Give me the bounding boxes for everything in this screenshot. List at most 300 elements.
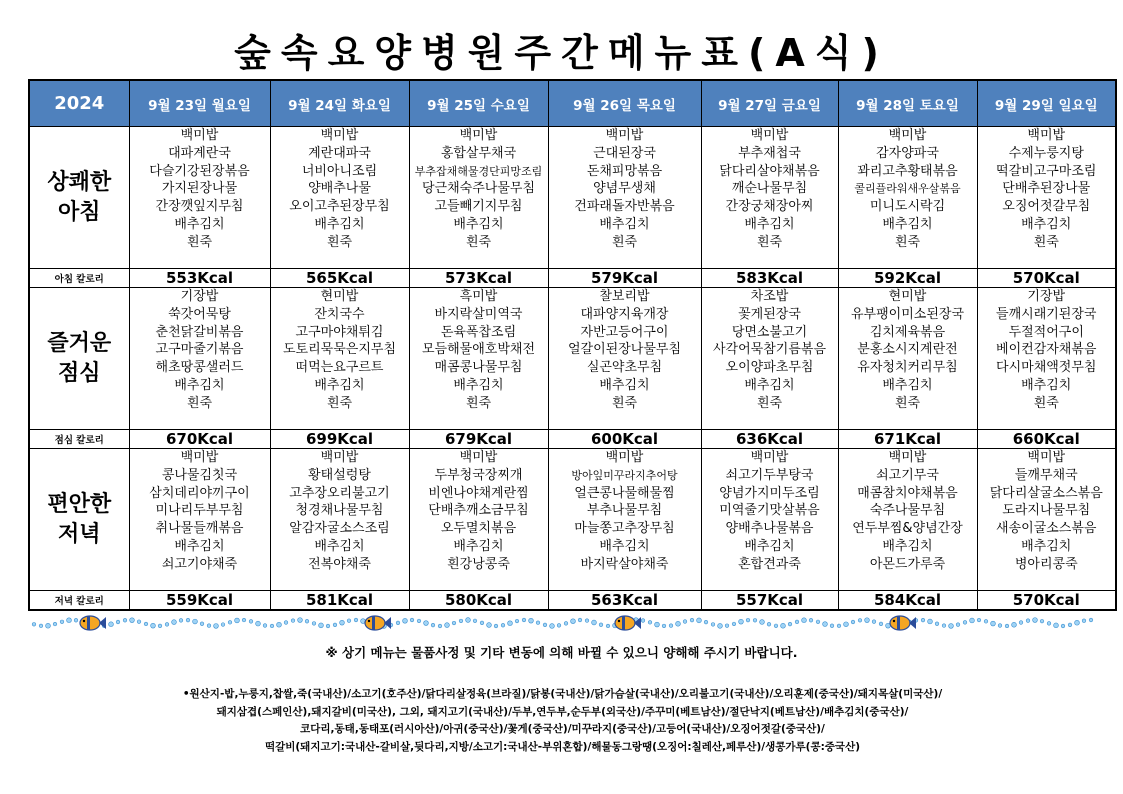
menu-item: 흰죽 — [465, 395, 492, 411]
dinner-row — [29, 449, 1116, 591]
notice-text: ※ 상기 메뉴는 물품사정 및 기타 변동에 의해 바뀔 수 있으니 양해해 주시기 바랍니다. — [325, 645, 798, 660]
bubble-icon — [823, 622, 828, 627]
bubble-icon — [319, 623, 324, 628]
bubble-icon — [284, 621, 288, 625]
menu-item: 취나물들깨볶음 — [155, 521, 244, 537]
menu-item: 백미밥 — [1027, 450, 1066, 465]
menu-item: 배추김치 — [174, 538, 225, 554]
kcal-value: 699Kcal — [270, 430, 409, 449]
menu-item: 쑥갓어묵탕 — [168, 306, 231, 322]
menu-item: 배추김치 — [744, 538, 795, 554]
breakfast-label — [29, 127, 129, 269]
bubble-icon — [655, 622, 660, 627]
bubble-icon — [851, 620, 855, 624]
menu-item: 전복야채죽 — [308, 556, 371, 572]
bubble-icon — [473, 619, 477, 623]
menu-item: 백미밥 — [1027, 128, 1066, 143]
bubble-icon — [179, 619, 183, 623]
bubble-icon — [424, 621, 429, 626]
kcal-value: 583Kcal — [701, 269, 838, 288]
breakfast-menu-cell — [701, 127, 838, 269]
menu-item: 부추재첩국 — [738, 145, 801, 161]
breakfast-menu-cell — [409, 127, 548, 269]
menu-item: 유부팽이미소된장국 — [850, 306, 965, 322]
bubble-icon — [557, 624, 561, 628]
menu-item: 마늘쫑고추장무침 — [574, 521, 675, 537]
fish-icon — [365, 616, 391, 630]
menu-item: 배추김치 — [1021, 377, 1072, 393]
bubble-icon — [410, 618, 414, 622]
bubble-icon — [403, 618, 408, 623]
menu-item: 흰강낭콩죽 — [447, 556, 510, 572]
menu-item: 부추잡채해물경단피망조림 — [414, 164, 543, 178]
bubble-icon — [1068, 623, 1072, 627]
bubble-icon — [725, 624, 729, 628]
bubble-icon — [305, 619, 309, 623]
menu-item: 백미밥 — [888, 128, 927, 143]
bubble-icon — [60, 620, 64, 624]
bubble-icon — [991, 621, 996, 626]
bubble-icon — [438, 624, 442, 628]
bubble-icon — [452, 621, 456, 625]
bubble-icon — [732, 622, 736, 626]
kcal-value: 660Kcal — [977, 430, 1116, 449]
menu-item: 병아리콩죽 — [1014, 556, 1078, 572]
dinner-menu-cell — [129, 449, 270, 591]
menu-item: 현미밥 — [320, 289, 359, 304]
dinner-menu-cell — [838, 449, 977, 591]
bubble-icon — [543, 623, 547, 627]
kcal-value: 557Kcal — [701, 591, 838, 611]
bubble-icon — [739, 619, 744, 624]
bubble-icon — [578, 618, 582, 622]
fish-icon — [890, 616, 916, 630]
menu-item: 양념가지미두조림 — [719, 485, 820, 501]
kcal-value: 600Kcal — [548, 430, 701, 449]
kcal-value: 670Kcal — [129, 430, 270, 449]
bubble-icon — [1026, 619, 1030, 623]
dinner-menu-cell — [977, 449, 1116, 591]
breakfast-row — [29, 127, 1116, 269]
bubble-icon — [200, 622, 204, 626]
bubble-icon — [963, 621, 967, 625]
menu-item: 두부청국장찌개 — [434, 467, 523, 483]
menu-item: 도토리묵묵은지무침 — [282, 342, 397, 358]
menu-item: 미니도시락김 — [869, 199, 946, 215]
menu-item: 현미밥 — [888, 289, 927, 304]
menu-item: 흰죽 — [186, 395, 213, 411]
menu-item: 베이컨감자채볶음 — [996, 342, 1097, 358]
lunch-menu-cell — [701, 288, 838, 430]
menu-item: 고추장오리불고기 — [289, 485, 390, 501]
bubble-icon — [326, 624, 330, 628]
bubble-icon — [53, 622, 57, 626]
menu-item: 두절적어구이 — [1008, 324, 1084, 340]
menu-item: 혼합견과죽 — [738, 556, 801, 572]
bubble-icon — [935, 622, 939, 626]
menu-item: 오이고추된장무침 — [289, 199, 390, 215]
bubble-icon — [137, 620, 141, 624]
bubble-icon — [662, 624, 666, 628]
menu-item: 양배추나물 — [308, 181, 371, 197]
menu-item: 미나리두부무침 — [155, 503, 244, 519]
bubble-icon — [480, 621, 484, 625]
menu-item: 춘천닭갈비볶음 — [155, 324, 244, 340]
fish-icon — [80, 616, 106, 630]
breakfast-menu-cell — [270, 127, 409, 269]
bubble-icon — [1012, 622, 1017, 627]
bubble-icon — [249, 620, 253, 624]
bubble-icon — [809, 618, 813, 622]
menu-item: 매콤참치야채볶음 — [857, 485, 958, 501]
bubble-icon — [1089, 618, 1093, 622]
menu-item: 배추김치 — [599, 538, 650, 554]
bubble-icon — [298, 618, 303, 623]
kcal-value: 565Kcal — [270, 269, 409, 288]
menu-item: 대파계란국 — [168, 145, 231, 161]
menu-item: 백미밥 — [605, 128, 644, 143]
menu-item: 깨순나물무침 — [731, 181, 808, 197]
breakfast-menu-cell — [548, 127, 701, 269]
dinner-menu-cell — [548, 449, 701, 591]
menu-item: 배추김치 — [882, 538, 933, 554]
bubble-icon — [1040, 619, 1044, 623]
bubble-icon — [263, 624, 267, 628]
menu-item: 쇠고기무국 — [876, 467, 939, 483]
menu-item: 황태설렁탕 — [308, 467, 371, 483]
bubble-icon — [1061, 624, 1065, 628]
kcal-value: 559Kcal — [129, 591, 270, 611]
menu-item: 자반고등어구이 — [580, 324, 669, 340]
day-header: 9월 28일 토요일 — [838, 80, 977, 127]
menu-item: 백미밥 — [605, 450, 644, 465]
menu-item: 떠먹는요구르트 — [295, 360, 384, 376]
menu-item: 배추김치 — [599, 216, 650, 232]
bubble-icon — [592, 620, 597, 625]
dinner-menu-cell — [409, 449, 548, 591]
bubble-icon — [984, 620, 988, 624]
menu-item: 간장깻잎지무침 — [155, 199, 244, 215]
header-row — [29, 80, 1116, 127]
kcal-value: 570Kcal — [977, 591, 1116, 611]
menu-item: 건파래돌자반볶음 — [574, 199, 675, 215]
menu-item: 근대된장국 — [593, 145, 656, 161]
bubble-icon — [697, 618, 702, 623]
bubble-icon — [774, 624, 778, 628]
bubble-icon — [956, 623, 960, 627]
menu-item: 흰죽 — [894, 395, 921, 411]
menu-item: 배추김치 — [1021, 538, 1072, 554]
menu-item: 다시마채액젓무침 — [996, 360, 1097, 376]
menu-item: 단배추된장나물 — [1002, 181, 1091, 197]
menu-item: 기장밥 — [1027, 289, 1066, 304]
breakfast-menu-cell — [129, 127, 270, 269]
kcal-value: 581Kcal — [270, 591, 409, 611]
bubble-icon — [354, 618, 358, 622]
menu-item: 흰죽 — [326, 234, 353, 250]
bubble-icon — [760, 620, 765, 625]
dinner-label — [29, 449, 129, 591]
origin-line: 떡갈비(돼지고기:국내산-갈비살,뒷다리,지방/소고기:국내산-부위혼합)/해물동그랑땡(오징어:칠레산,페루산)/생콩가루(콩:중국산) — [264, 740, 861, 753]
bubble-icon — [564, 622, 568, 626]
bubble-icon — [340, 620, 345, 625]
bubble-icon — [704, 620, 708, 624]
menu-item: 매콤콩나물무침 — [434, 360, 523, 376]
menu-item: 백미밥 — [750, 128, 789, 143]
bubble-icon — [949, 624, 954, 629]
bubble-icon — [718, 623, 723, 628]
menu-item: 청경채나물무침 — [295, 503, 384, 519]
menu-item: 배추김치 — [174, 377, 225, 393]
menu-item: 고구마줄기볶음 — [155, 342, 244, 358]
menu-item: 흰죽 — [1033, 395, 1059, 411]
bubble-icon — [1033, 618, 1038, 623]
breakfast-menu-cell — [977, 127, 1116, 269]
meal-label-line: 상쾌한 — [47, 169, 112, 195]
menu-item: 잔치국수 — [314, 306, 365, 322]
bubble-icon — [67, 618, 72, 623]
menu-item: 양념무생채 — [593, 181, 656, 197]
menu-item: 아몬드가루죽 — [869, 556, 946, 572]
menu-item: 오징어젓갈무침 — [1002, 199, 1091, 215]
kcal-value: 579Kcal — [548, 269, 701, 288]
bubble-icon — [445, 623, 450, 628]
menu-item: 백미밥 — [320, 128, 359, 143]
bubble-icon — [186, 618, 190, 622]
bubble-icon — [466, 618, 471, 623]
bubble-icon — [431, 623, 435, 627]
lunch-menu-cell — [129, 288, 270, 430]
bubble-icon — [312, 622, 316, 626]
menu-item: 배추김치 — [453, 377, 504, 393]
menu-item: 닭다리살굴소스볶음 — [989, 485, 1103, 501]
menu-item: 흰죽 — [611, 234, 638, 250]
bubble-icon — [746, 618, 750, 622]
menu-item: 꽃게된장국 — [738, 306, 801, 322]
bubble-icon — [417, 619, 421, 623]
menu-item: 흰죽 — [326, 395, 353, 411]
bubble-icon — [865, 618, 870, 623]
kcal-value: 679Kcal — [409, 430, 548, 449]
page-title: 숲속요양병원주간메뉴표(A식) — [234, 31, 889, 75]
kcal-value: 636Kcal — [701, 430, 838, 449]
bubble-icon — [242, 618, 246, 622]
bubble-icon — [844, 622, 849, 627]
menu-item: 얼갈이된장나물무침 — [567, 342, 682, 358]
kcal-value: 584Kcal — [838, 591, 977, 611]
menu-item: 백미밥 — [180, 128, 219, 143]
menu-item: 홍합살무채국 — [440, 145, 517, 161]
menu-item: 너비아니조림 — [301, 163, 378, 179]
origin-line: •원산지-밥,누룽지,찹쌀,죽(국내산)/소고기(호주산)/닭다리살정육(브라질)/닭봉(국내산)/닭가슴살(국내산)/오리불고기(국내산)/오리훈제(중국산)/돼지목살(미국산)/ — [182, 688, 943, 700]
bubble-icon — [74, 618, 78, 622]
menu-item: 비엔나야채계란찜 — [428, 485, 529, 501]
bubble-icon — [515, 619, 519, 623]
menu-item: 배추김치 — [314, 538, 365, 554]
bubble-icon — [214, 624, 219, 629]
menu-item: 해초땅콩샐러드 — [155, 360, 244, 376]
menu-item: 흰죽 — [1033, 234, 1059, 250]
bubble-icon — [998, 624, 1002, 628]
bubble-icon — [508, 621, 513, 626]
menu-item: 꽈리고추황태볶음 — [857, 163, 958, 179]
bubble-icon — [165, 623, 169, 627]
menu-item: 돈채피망볶음 — [586, 163, 663, 179]
bubble-icon — [270, 624, 274, 628]
bubble-icon — [494, 624, 498, 628]
kcal-label: 저녁 칼로리 — [29, 591, 129, 611]
menu-item: 김치제육볶음 — [869, 324, 946, 340]
menu-item: 알감자굴소스조림 — [289, 521, 390, 537]
menu-item: 실곤약초무침 — [586, 360, 663, 376]
menu-item: 배추김치 — [744, 216, 795, 232]
menu-item: 배추김치 — [453, 216, 504, 232]
kcal-value: 671Kcal — [838, 430, 977, 449]
lunch-row — [29, 288, 1116, 430]
menu-item: 간장궁채장아찌 — [725, 199, 814, 215]
menu-item: 백미밥 — [750, 450, 789, 465]
menu-item: 오두멸치볶음 — [440, 521, 517, 537]
bubble-icon — [1047, 622, 1051, 626]
lunch-label — [29, 288, 129, 430]
menu-item: 배추김치 — [314, 216, 365, 232]
bubble-icon — [753, 618, 757, 622]
menu-item: 들깨무채국 — [1014, 467, 1078, 483]
menu-item: 당면소불고기 — [731, 324, 808, 340]
breakfast-menu-cell — [838, 127, 977, 269]
bubble-icon — [690, 618, 694, 622]
menu-item: 고구마야채튀김 — [295, 324, 384, 340]
menu-item: 양배추나물볶음 — [725, 521, 814, 537]
menu-item: 숙주나물무침 — [869, 503, 946, 519]
bubble-icon — [683, 620, 687, 624]
lunch-menu-cell — [838, 288, 977, 430]
bubble-icon — [529, 618, 534, 623]
menu-item: 백미밥 — [459, 128, 498, 143]
menu-item: 계란대파국 — [308, 145, 371, 161]
bubble-icon — [109, 622, 114, 627]
menu-item: 흰죽 — [894, 234, 921, 250]
day-header: 9월 24일 화요일 — [270, 80, 409, 127]
bubble-icon — [256, 621, 261, 626]
menu-item: 당근채숙주나물무침 — [421, 181, 536, 197]
menu-item: 백미밥 — [888, 450, 927, 465]
meal-label-line: 즐거운 — [47, 330, 112, 356]
lunch-menu-cell — [977, 288, 1116, 430]
menu-item: 고들빼기지무침 — [434, 199, 523, 215]
menu-item: 미역줄기맛살볶음 — [719, 503, 820, 519]
bubble-icon — [501, 623, 505, 627]
menu-item: 쇠고기야채죽 — [161, 556, 238, 572]
bubble-icon — [550, 624, 555, 629]
lunch-menu-cell — [548, 288, 701, 430]
menu-item: 찰보리밥 — [599, 289, 650, 304]
menu-item: 감자양파국 — [876, 145, 939, 161]
menu-item: 백미밥 — [459, 450, 498, 465]
kcal-value: 570Kcal — [977, 269, 1116, 288]
menu-item: 흰죽 — [186, 234, 213, 250]
lunch-menu-cell — [270, 288, 409, 430]
menu-item: 배추김치 — [599, 377, 650, 393]
bubble-icon — [781, 623, 786, 628]
bubble-icon — [767, 622, 771, 626]
lunch-kcal-row — [29, 430, 1116, 449]
bubble-icon — [522, 618, 526, 622]
menu-item: 돈육폭찹조림 — [440, 324, 517, 340]
menu-item: 배추김치 — [744, 377, 795, 393]
bubble-icon — [788, 622, 792, 626]
kcal-value: 563Kcal — [548, 591, 701, 611]
origin-line: 코다리,동태,동태포(러시아산)/아귀(중국산)/꽃게(중국산)/미꾸라지(중국산)/고등어(국내산)/오징어젓갈(중국산)/ — [300, 723, 825, 735]
menu-item: 오이양파초무침 — [725, 360, 814, 376]
menu-item: 들깨시래기된장국 — [996, 306, 1097, 322]
bubble-icon — [669, 624, 673, 628]
bubble-icon — [1075, 620, 1080, 625]
menu-item: 도라지나물무침 — [1002, 503, 1091, 519]
kcal-label: 점심 칼로리 — [29, 430, 129, 449]
kcal-value: 553Kcal — [129, 269, 270, 288]
bubble-icon — [144, 622, 148, 626]
bubble-icon — [487, 623, 492, 628]
day-header: 9월 26일 목요일 — [548, 80, 701, 127]
menu-item: 배추김치 — [882, 216, 933, 232]
day-header: 9월 23일 월요일 — [129, 80, 270, 127]
menu-item: 모듬해물애호박채전 — [421, 342, 536, 358]
menu-item: 흰죽 — [756, 234, 783, 250]
menu-item: 배추김치 — [882, 377, 933, 393]
bubble-icon — [606, 624, 610, 628]
menu-item: 흰죽 — [465, 234, 492, 250]
menu-item: 분홍소시지계란전 — [857, 342, 958, 358]
menu-item: 닭다리살야채볶음 — [719, 163, 820, 179]
fish-bubble-border — [30, 612, 1095, 634]
bubble-icon — [347, 619, 351, 623]
bubble-icon — [599, 623, 603, 627]
meal-label-line: 편안한 — [47, 491, 112, 517]
dinner-kcal-row — [29, 591, 1116, 611]
menu-item: 연두부찜&양념간장 — [852, 521, 963, 537]
bubble-icon — [228, 621, 232, 625]
menu-item: 콩나물김칫국 — [161, 467, 238, 483]
day-header: 9월 27일 금요일 — [701, 80, 838, 127]
bubble-icon — [802, 618, 807, 623]
bubble-icon — [879, 622, 883, 626]
menu-item: 부추나물무침 — [586, 503, 663, 519]
bubble-icon — [928, 619, 933, 624]
bubble-icon — [711, 623, 715, 627]
bubble-icon — [151, 623, 156, 628]
menu-item: 흑미밥 — [459, 289, 498, 304]
meal-label-line: 점심 — [57, 360, 101, 386]
bubble-icon — [39, 624, 43, 628]
kcal-value: 580Kcal — [409, 591, 548, 611]
kcal-value: 573Kcal — [409, 269, 548, 288]
bubble-icon — [1019, 621, 1023, 625]
bubble-icon — [872, 620, 876, 624]
bubble-icon — [1054, 623, 1059, 628]
bubble-icon — [837, 624, 841, 628]
kcal-label: 아침 칼로리 — [29, 269, 129, 288]
menu-item: 백미밥 — [320, 450, 359, 465]
bubble-icon — [221, 623, 225, 627]
bubble-icon — [116, 620, 120, 624]
bubble-icon — [970, 618, 975, 623]
bubble-icon — [858, 619, 862, 623]
menu-item: 배추김치 — [453, 538, 504, 554]
menu-item: 유자청치커리무침 — [857, 360, 958, 376]
bubble-icon — [921, 618, 925, 622]
bubble-icon — [32, 622, 36, 626]
